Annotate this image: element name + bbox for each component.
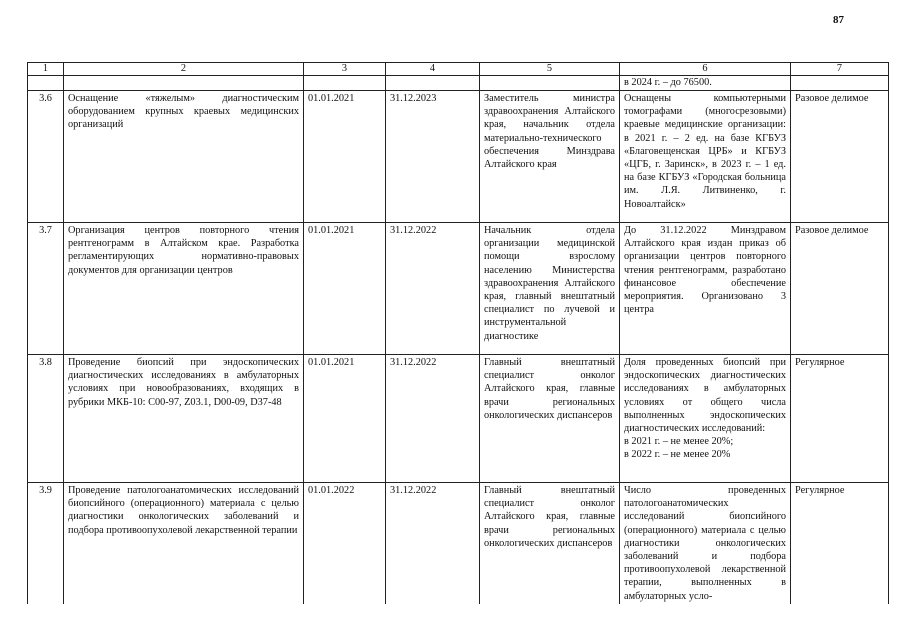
start-date: 01.01.2021 bbox=[304, 223, 386, 355]
column-number-5: 5 bbox=[480, 63, 620, 76]
page-number: 87 bbox=[833, 14, 844, 26]
column-number-3: 3 bbox=[304, 63, 386, 76]
start-date: 01.01.2021 bbox=[304, 355, 386, 483]
column-number-1: 1 bbox=[28, 63, 64, 76]
expected-result-line-2021: в 2021 г. – не менее 20%; bbox=[624, 436, 734, 448]
activity-name: Проведение патологоанатомических исследований биопсийного (операционного) материала с целью диагностики онкологических заболеваний и подбора противоопухолевой лекарственной терапии bbox=[64, 483, 304, 604]
expected-result-text: Доля проведенных биопсий при эндоскопических диагностических исследованиях в амбулаторных условиях от общего числа выполненных эндоскопических диагностических исследований: bbox=[624, 357, 786, 435]
continuation-row bbox=[28, 76, 889, 91]
table-row bbox=[28, 355, 889, 483]
activity-type: Регулярное bbox=[791, 355, 889, 483]
start-date: 01.01.2021 bbox=[304, 91, 386, 223]
expected-result: Число проведенных патологоанатомических исследований биопсийного (операционного) материала с целью диагностики онкологических заболеваний и подбора противоопухолевой лекарственной терапии, выполненных в амбулаторных усло- bbox=[620, 483, 791, 604]
activities-table bbox=[27, 62, 889, 604]
table-row bbox=[28, 483, 889, 604]
responsible-person: Главный внештатный специалист онколог Алтайского края, главные врачи региональных онкологических диспансеров bbox=[480, 483, 620, 604]
continuation-text: в 2024 г. – до 76500. bbox=[620, 76, 791, 91]
row-number: 3.6 bbox=[28, 91, 64, 223]
responsible-person: Заместитель министра здравоохранения Алтайского края, начальник отдела материально-технического обеспечения Минздрава Алтайского края bbox=[480, 91, 620, 223]
activity-type: Разовое делимое bbox=[791, 223, 889, 355]
table-row bbox=[28, 223, 889, 355]
table-row bbox=[28, 91, 889, 223]
column-number-4: 4 bbox=[386, 63, 480, 76]
responsible-person: Начальник отдела организации медицинской помощи взрослому населению Министерства здравоохранения Алтайского края, главный внештатный специалист по лучевой и инструментальной диагностике bbox=[480, 223, 620, 355]
end-date: 31.12.2022 bbox=[386, 483, 480, 604]
column-number-6: 6 bbox=[620, 63, 791, 76]
responsible-person: Главный внештатный специалист онколог Алтайского края, главные врачи региональных онкологических диспансеров bbox=[480, 355, 620, 483]
expected-result: Оснащены компьютерными томографами (многосрезовыми) краевые медицинские организации: в 2021 г. – 2 ед. на базе КГБУЗ «Благовещенская ЦРБ» и КГБУЗ «ЦГБ, г. Заринск», в 2023 г. – 1 ед. на базе КГБУЗ «Городская больница им. Л.Я. Литвиненко, г. Новоалтайск» bbox=[620, 91, 791, 223]
start-date: 01.01.2022 bbox=[304, 483, 386, 604]
expected-result-line-2022: в 2022 г. – не менее 20% bbox=[624, 449, 731, 461]
end-date: 31.12.2022 bbox=[386, 223, 480, 355]
activity-name: Проведение биопсий при эндоскопических диагностических исследованиях в амбулаторных условиях при новообразованиях, входящих в рубрики МКБ-10: С00-97, Z03.1, D00-09, D37-48 bbox=[64, 355, 304, 483]
activity-name: Оснащение «тяжелым» диагностическим оборудованием крупных краевых медицинских организаций bbox=[64, 91, 304, 223]
expected-result bbox=[620, 355, 791, 483]
end-date: 31.12.2023 bbox=[386, 91, 480, 223]
column-number-2: 2 bbox=[64, 63, 304, 76]
activity-name: Организация центров повторного чтения рентгенограмм в Алтайском крае. Разработка регламентирующих нормативно-правовых документов для организации центров bbox=[64, 223, 304, 355]
activity-type: Регулярное bbox=[791, 483, 889, 604]
row-number: 3.9 bbox=[28, 483, 64, 604]
activity-type: Разовое делимое bbox=[791, 91, 889, 223]
expected-result: До 31.12.2022 Минздравом Алтайского края издан приказ об организации центров повторного чтения рентгенограмм, разработано финансовое обеспечение мероприятия. Организовано 3 центра bbox=[620, 223, 791, 355]
end-date: 31.12.2022 bbox=[386, 355, 480, 483]
row-number: 3.7 bbox=[28, 223, 64, 355]
column-number-header-row bbox=[28, 63, 889, 76]
row-number: 3.8 bbox=[28, 355, 64, 483]
column-number-7: 7 bbox=[791, 63, 889, 76]
